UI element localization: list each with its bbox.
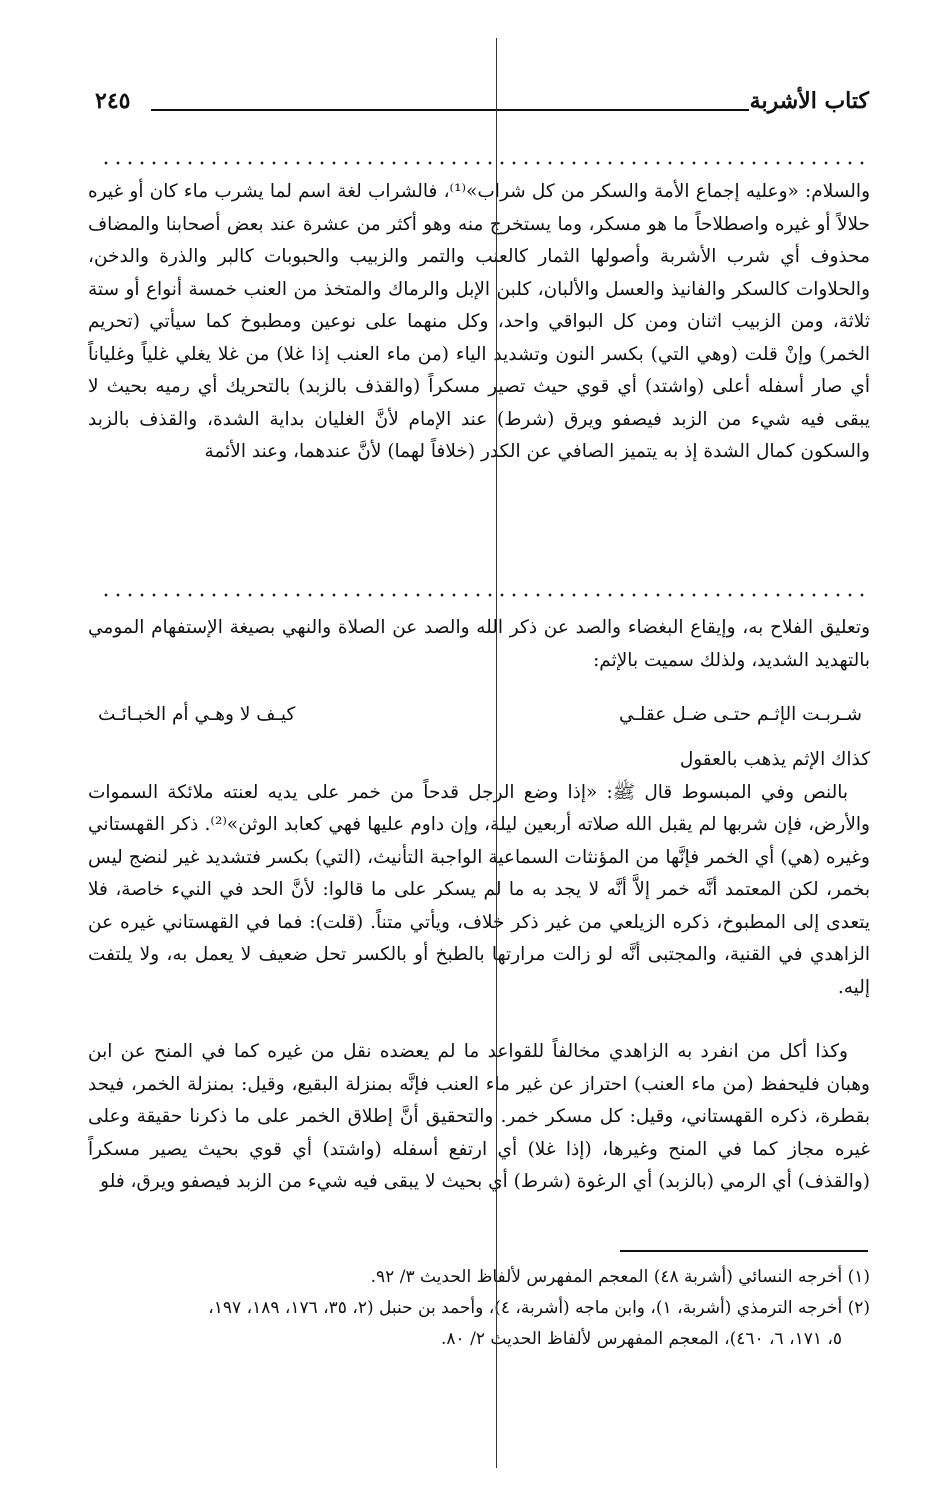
header-rule — [151, 109, 749, 111]
dotted-separator-middle — [100, 593, 870, 597]
verse-second-hemistich: كيـف لا وهـي أم الخبـائـث — [98, 704, 296, 725]
section-3 — [88, 1036, 870, 1199]
section-3-paragraph: وكذا أكل من انفرد به الزاهدي مخالفاً للقواعد ما لم يعضده نقل من غيره كما في المنح عن ابن وهبان فليحفظ (من ماء العنب) احتراز عن غير ماء العنب فإنَّه بمنزلة البقيع، وقيل: بمنزلة الخمر، فيحد بقطرة، ذكره القهستاني، وقيل: كل مسكر خمر. والتحقيق أنَّ إطلاق الخمر على ما ذكرنا حقيقة وعلى غيره مجاز كما في المنح وغيرها، (إذا غلا) أي ارتفع أسفله (واشتد) أي قوي بحيث يصير مسكراً (والقذف) أي الرمي (بالزبد) أي الرغوة (شرط) أي بحيث لا يبقى فيه شيء من الزبد فيصفو ويرق، فلو — [88, 1041, 870, 1192]
page-header — [95, 88, 869, 122]
footnote-rule — [620, 1250, 868, 1252]
verse-first-hemistich: شـربـت الإثـم حتـى ضـل عقلـي — [618, 704, 862, 725]
section-2-intro-paragraph: وتعليق الفلاح به، وإيقاع البغضاء والصد عن ذكر الله والصد عن الصلاة والنهي بصيغة الإستفهام المومي بالتهديد الشديد، ولذلك سميت بالإثم: — [88, 617, 870, 671]
page-number: ٢٤٥ — [95, 88, 131, 114]
footnote-2: (٢) أخرجه الترمذي (أشربة، ١)، وابن ماجه (أشربة، ٤)، وأحمد بن حنبل (٢، ٣٥، ١٧٦، ١٨٩، ١٩٧، — [208, 1298, 870, 1318]
section-1 — [88, 176, 870, 469]
section-2-intro — [88, 612, 870, 677]
section-1-paragraph: والسلام: «وعليه إجماع الأمة والسكر من كل شراب»⁽¹⁾، فالشراب لغة اسم لما يشرب ماء كان أو غيره حلالاً أو غيره واصطلاحاً ما هو مسكر، وما يستخرج منه وهو أكثر من عشرة عند بعض أصحابنا والمضاف محذوف أي شرب الأشربة وأصولها الثمار كالعنب والتمر والزبيب والحبوبات كالبر والذرة والدخن، والحلاوات كالسكر والفانيذ والعسل والألبان، كلبن الإبل والرماك والمتخذ من العنب خمسة أنواع أو ستة ثلاثة، ومن الزبيب اثنان ومن كل البواقي واحد، وكل منهما على نوعين ومطبوخ كما سيأتي (تحريم الخمر) وإنْ قلت (وهي التي) بكسر النون وتشديد الياء (من ماء العنب إذا غلا) من غلا يغلي غلياً وغلياناً أي صار أسفله أعلى (واشتد) أي قوي حيث تصير مسكراً (والقذف بالزبد) بالتحريك أي رميه بحيث لا يبقى فيه شيء من الزبد فيصفو ويرق (شرط) عند الإمام لأنَّ الغليان بداية الشدة، والقذف بالزبد والسكون كمال الشدة إذ به يتميز الصافي عن الكدر (خلافاً لهما) لأنَّ عندهما، وعند الأئمة — [88, 181, 870, 462]
footnote-1: (١) أخرجه النسائي (أشربة ٤٨) المعجم المفهرس لألفاظ الحديث ٣/ ٩٢. — [370, 1267, 870, 1287]
section-2-paragraph: بالنص وفي المبسوط قال ﷺ: «إذا وضع الرجل قدحاً من خمر على يديه لعنته ملائكة السموات والأرض، فإن شربها لم يقبل الله صلاته أربعين ليلة، وإن داوم عليها فهي كعابد الوثن»⁽²⁾. ذكر القهستاني وغيره (هي) أي الخمر فإنَّها من المؤنثات السماعية الواجبة التأنيث، (التي) بكسر فتشديد غير لنضج ليس بخمر، لكن المعتمد أنَّه خمر إلاَّ أنَّه لا يجد به ما لم يسكر على ما قالوا: لأنَّ الحد في النيء خاصة، فلا يتعدى إلى المطبوخ، ذكره الزيلعي من غير ذكر خلاف، ويأتي متناً. (قلت): فما في القهستاني غيره عن الزاهدي في القنية، والمجتبى أنَّه لو زالت مرارتها بالطبخ أو بالكسر تحل ضعيف لا يعمل به، ولا يلتفت إليه. — [88, 781, 870, 998]
footnote-2-continuation: ٥، ١٧١، ٦، ٤٦٠)، المعجم المفهرس لألفاظ الحديث ٢/ ٨٠. — [441, 1329, 842, 1349]
book-title: كتاب الأشربة — [749, 88, 869, 114]
verse-continuation: كذاك الإثم يذهب بالعقول — [679, 749, 870, 770]
footnotes — [110, 1262, 870, 1355]
section-2-body — [88, 744, 870, 1004]
dotted-separator-top — [100, 161, 870, 165]
poem-verse — [88, 698, 870, 732]
scan-gutter-line — [496, 38, 497, 1468]
